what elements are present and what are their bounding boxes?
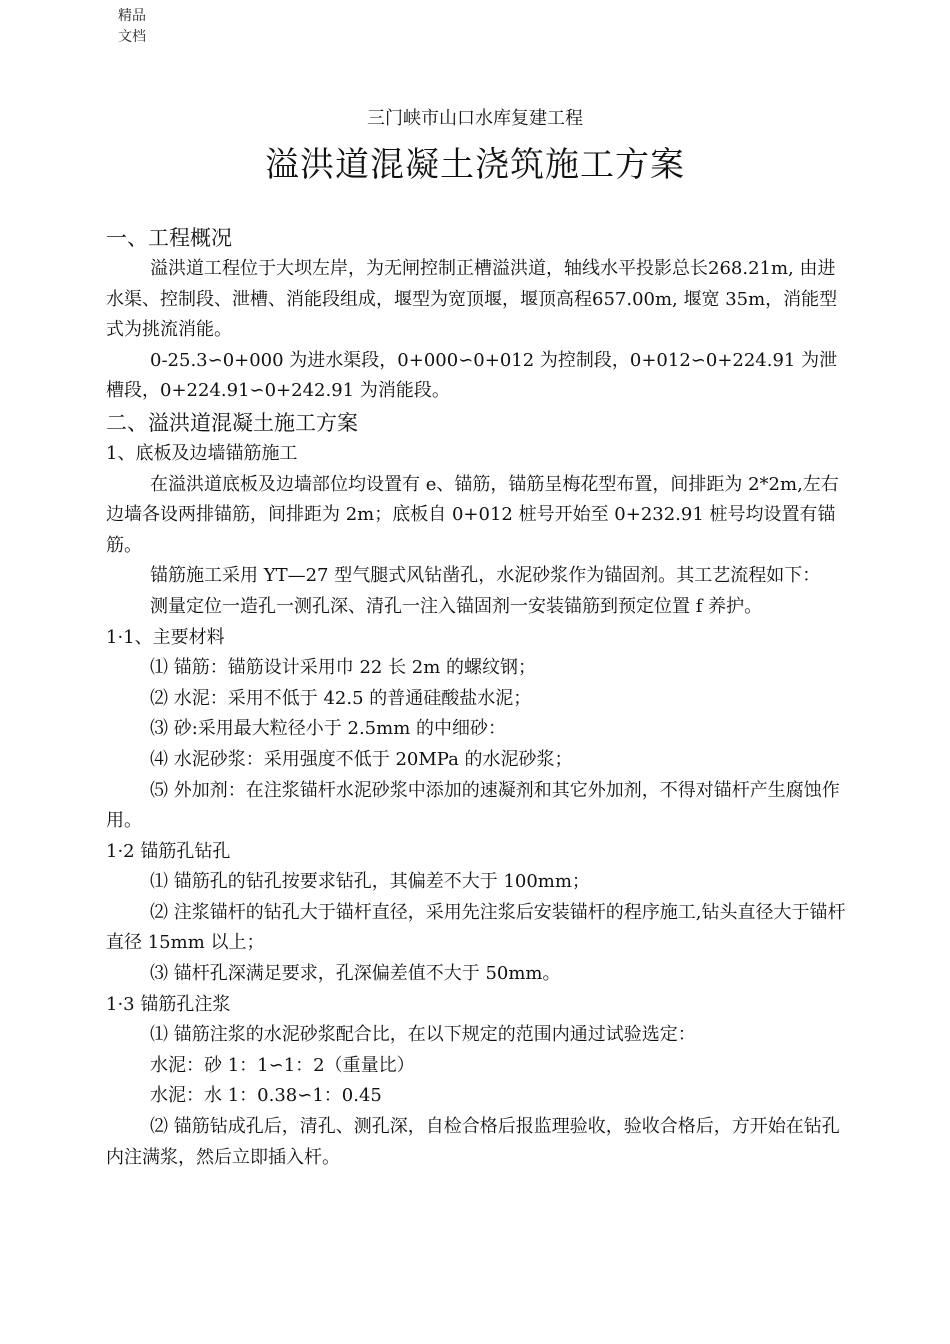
list-item: ⑵ 注浆锚杆的钻孔大于锚杆直径，采用先注浆后安装锚杆的程序施工,钻头直径大于锚杆直径 15mm 以上；: [106, 901, 846, 954]
list-item: ⑷ 水泥砂浆：采用强度不低于 20MPa 的水泥砂浆；: [150, 748, 573, 770]
list-item: ⑴ 锚筋注浆的水泥砂浆配合比，在以下规定的范围内通过试验选定：: [150, 1024, 696, 1046]
section-heading-overview: 一、工程概况: [106, 226, 232, 250]
document-body: [106, 222, 846, 1173]
subsection-heading-drilling: 1·2 锚筋孔钻孔: [106, 840, 231, 862]
paragraph-anchor-2: 锚筋施工采用 YT—27 型气腿式风钻凿孔，水泥砂浆作为锚固剂。其工艺流程如下：: [150, 565, 821, 587]
list-item: ⑸ 外加剂：在注浆锚杆水泥砂浆中添加的速凝剂和其它外加剂，不得对锚杆产生腐蚀作用。: [106, 779, 840, 832]
subsection-heading-grouting: 1·3 锚筋孔注浆: [106, 993, 231, 1015]
paragraph-anchor-1: 在溢洪道底板及边墙部位均设置有 e、锚筋，锚筋呈梅花型布置，间排距为 2*2m,左右边墙各设两排锚筋，间排距为 2m；底板自 0+012 桩号开始至 0+232.91 桩号均设置有锚筋。: [106, 473, 839, 556]
paragraph-overview-1: 溢洪道工程位于大坝左岸，为无闸控制正槽溢洪道，轴线水平投影总长268.21m, 由进水渠、控制段、泄槽、消能段组成，堰型为宽顶堰，堰顶高程657.00m, 堰宽 35m，消能型式为挑流消能。: [106, 258, 838, 341]
list-item: ⑴ 锚筋孔的钻孔按要求钻孔，其偏差不大于 100mm；: [150, 871, 590, 893]
doc-title: 溢洪道混凝土浇筑施工方案: [265, 145, 685, 185]
watermark-label: 精品文档: [118, 8, 146, 45]
list-item: ⑵ 锚筋钻成孔后，清孔、测孔深，自检合格后报监理验收，验收合格后，方开始在钻孔内注满浆，然后立即插入杆。: [106, 1116, 840, 1168]
paragraph-overview-2: 0-25.3∽0+000 为进水渠段，0+000∽0+012 为控制段，0+012∽0+224.91 为泄槽段，0+224.91∽0+242.91 为消能段。: [106, 349, 838, 402]
subsection-heading-anchor: 1、底板及边墙锚筋施工: [106, 442, 298, 464]
doc-subtitle: 三门峡市山口水库复建工程: [367, 108, 583, 129]
section-heading-plan: 二、溢洪道混凝土施工方案: [106, 410, 358, 435]
list-item: ⑵ 水泥：采用不低于 42.5 的普通硅酸盐水泥；: [150, 687, 532, 709]
list-item: ⑶ 锚杆孔深满足要求，孔深偏差值不大于 50mm。: [150, 963, 561, 985]
paragraph-anchor-3: 测量定位一造孔一测孔深、清孔一注入锚固剂一安装锚筋到预定位置 f 养护。: [150, 595, 763, 617]
list-item: ⑴ 锚筋：锚筋设计采用巾 22 长 2m 的螺纹钢；: [150, 657, 537, 679]
subsection-heading-materials: 1·1、主要材料: [106, 626, 225, 648]
list-item: ⑶ 砂:采用最大粒径小于 2.5mm 的中细砂：: [150, 718, 506, 740]
list-item: 水泥：水 1：0.38∽1：0.45: [150, 1085, 382, 1107]
list-item: 水泥：砂 1：1∽1：2（重量比）: [150, 1054, 415, 1076]
